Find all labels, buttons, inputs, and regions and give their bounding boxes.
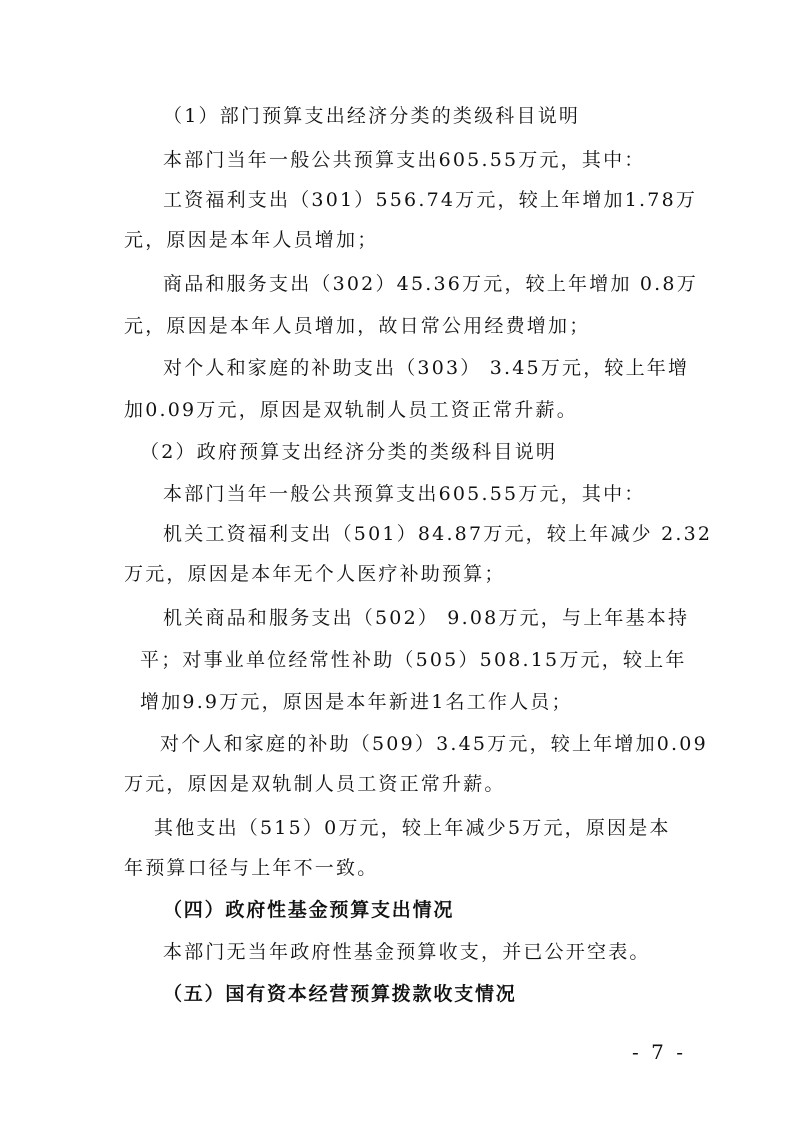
paragraph-line: 商品和服务支出（302）45.36万元，较上年增加 0.8万: [163, 273, 698, 295]
paragraph-line: 元，原因是本年人员增加；: [124, 229, 379, 251]
paragraph-line: 年预算口径与上年不一致。: [124, 857, 379, 879]
paragraph-line: 平；对事业单位经常性补助（505）508.15万元，较上年: [140, 649, 687, 671]
paragraph-line: 本部门无当年政府性基金预算收支，并已公开空表。: [163, 941, 651, 963]
paragraph-line: 万元，原因是双轨制人员工资正常升薪。: [124, 773, 506, 795]
paragraph-line: 加0.09万元，原因是双轨制人员工资正常升薪。: [124, 399, 578, 421]
section-heading-state-capital: （五）国有资本经营预算拨款收支情况: [163, 983, 517, 1005]
paragraph-line: 其他支出（515）0万元，较上年减少5万元，原因是本: [154, 817, 671, 839]
section-heading-2: （2）政府预算支出经济分类的类级科目说明: [140, 441, 558, 463]
paragraph-line: 机关商品和服务支出（502） 9.08万元，与上年基本持: [163, 607, 690, 629]
paragraph-line: 对个人和家庭的补助（509）3.45万元，较上年增加0.09: [160, 733, 708, 755]
paragraph-line: 万元，原因是本年无个人医疗补助预算；: [124, 563, 506, 585]
paragraph-line: 机关工资福利支出（501）84.87万元，较上年减少 2.32: [163, 523, 713, 545]
paragraph-line: 工资福利支出（301）556.74万元，较上年增加1.78万: [163, 189, 698, 211]
section-heading-government-fund: （四）政府性基金预算支出情况: [163, 899, 455, 921]
section-heading-1: （1）部门预算支出经济分类的类级科目说明: [163, 105, 581, 127]
paragraph-line: 本部门当年一般公共预算支出605.55万元，其中：: [163, 149, 646, 171]
paragraph-line: 本部门当年一般公共预算支出605.55万元，其中：: [163, 483, 646, 505]
page-number: - 7 -: [632, 1040, 686, 1064]
paragraph-line: 增加9.9万元，原因是本年新进1名工作人员；: [140, 691, 573, 713]
paragraph-line: 对个人和家庭的补助支出（303） 3.45万元，较上年增: [163, 357, 690, 379]
paragraph-line: 元，原因是本年人员增加，故日常公用经费增加；: [124, 315, 591, 337]
